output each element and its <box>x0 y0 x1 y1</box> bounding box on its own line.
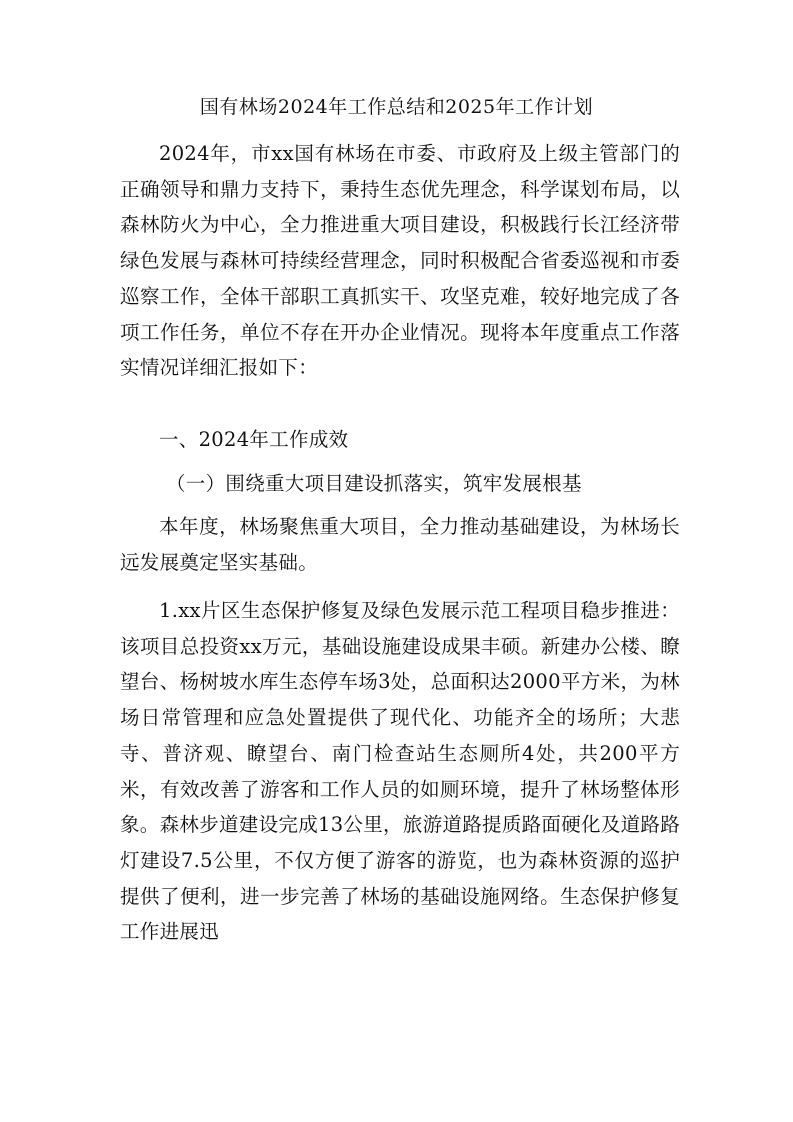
subsection-heading: （一）围绕重大项目建设抓落实，筑牢发展根基 <box>166 472 582 495</box>
intro-paragraph: 2024年，市xx国有林场在市委、市政府及上级主管部门的正确领导和鼎力支持下，秉持生态优先理念，科学谋划布局，以森林防火为中心，全力推进重大项目建设，积极践行长江经济带绿色发展与森林可持续经营理念，同时积极配合省委巡视和市委巡察工作，全体干部职工真抓实干、攻坚克难，较好地完成了各项工作任务，单位不存在开办企业情况。现将本年度重点工作落实情况详细汇报如下： <box>120 142 680 380</box>
document-title: 国有林场2024年工作总结和2025年工作计划 <box>199 96 594 118</box>
project-paragraph: 1.xx片区生态保护修复及绿色发展示范工程项目稳步推进：该项目总投资xx万元，基础设施建设成果丰硕。新建办公楼、瞭望台、杨树坡水库生态停车场3处，总面积达2000平方米，为林场日常管理和应急处置提供了现代化、功能齐全的场所；大悲寺、普济观、瞭望台、南门检查站生态厕所4处，共200平方米，有效改善了游客和工作人员的如厕环境，提升了林场整体形象。森林步道建设完成13公里，旅游道路提质路面硬化及道路路灯建设7.5公里，不仅方便了游客的游览，也为森林资源的巡护提供了便利，进一步完善了林场的基础设施网络。生态保护修复工作进展迅 <box>120 599 681 944</box>
section-heading: 一、2024年工作成效 <box>159 428 349 451</box>
body-paragraph: 本年度，林场聚焦重大项目，全力推动基础建设，为林场长远发展奠定坚实基础。 <box>120 515 680 574</box>
